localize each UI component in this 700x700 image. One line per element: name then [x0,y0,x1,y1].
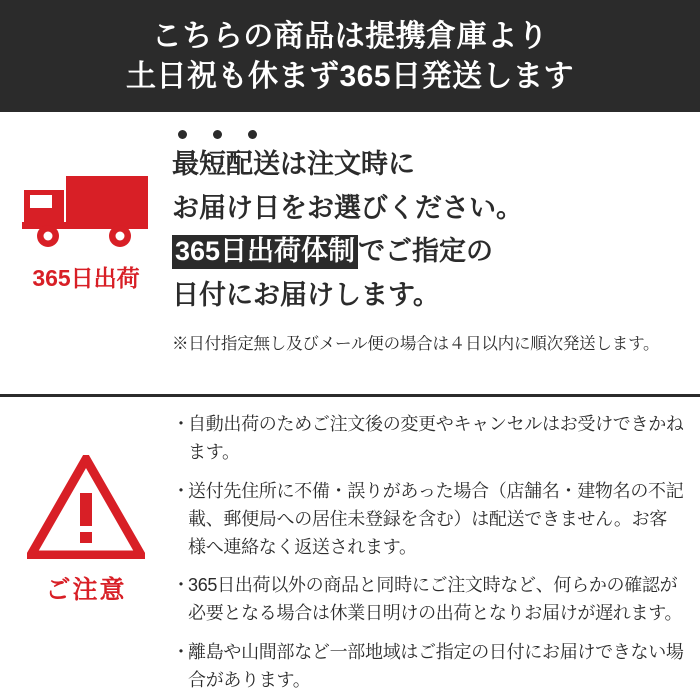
list-item-text: 離島や山間部など一部地域はご指定の日付にお届けできない場合があります。 [188,642,684,691]
shipping-section [0,112,700,397]
header-line-1: こちらの商品は提携倉庫より [151,20,549,54]
caution-list [172,397,700,700]
bullet-mark: ・ [172,575,190,596]
dot-icon [213,130,222,139]
bullet-mark: ・ [172,642,190,663]
list-item-text: 365日出荷以外の商品と同時にご注文時など、何らかの確認が必要となる場合は休業日明けの出荷となりお届けが遅れます。 [188,575,683,624]
warning-triangle-icon [27,455,145,564]
shipping-line-2: お届け日をお選びください。 [172,192,523,223]
delivery-truck-icon [16,160,156,252]
bullet-mark: ・ [172,414,190,434]
shipping-line-3-rest: でご指定の [358,236,494,267]
shipping-line-3 [172,230,686,274]
dot-icon [178,130,187,139]
dot-icon [248,130,257,139]
bullet-mark: ・ [172,480,190,501]
list-item [172,572,684,628]
shipping-line-1: 最短配送は注文時に [172,149,415,179]
list-item [172,478,684,562]
caution-badge [0,397,172,606]
decorative-dots [172,130,686,139]
truck-label: 365日出荷 [32,265,140,291]
list-item-text: 送付先住所に不備・誤りがあった場合（店舗名・建物名の不記載、郵便局への居住未登録を含む）は配送できません。お客様へ連絡なく返送されます。 [188,480,684,557]
caution-section [0,397,700,697]
shipping-text-block [172,112,700,354]
truck-badge [0,112,172,293]
header-line-2: 土日祝も休まず365日発送します [125,60,575,93]
list-item [172,639,684,695]
list-item [172,411,684,467]
list-item-text: 自動出荷のためご注文後の変更やキャンセルはお受けできかねます。 [188,414,684,462]
shipping-highlight: 365日出荷体制 [172,235,358,269]
caution-label: ご注意 [45,576,127,604]
banner-header [0,0,700,112]
shipping-line-4: 日付にお届けします。 [172,280,440,311]
shipping-note: ※日付指定無し及びメール便の場合は４日以内に順次発送します。 [172,334,660,353]
